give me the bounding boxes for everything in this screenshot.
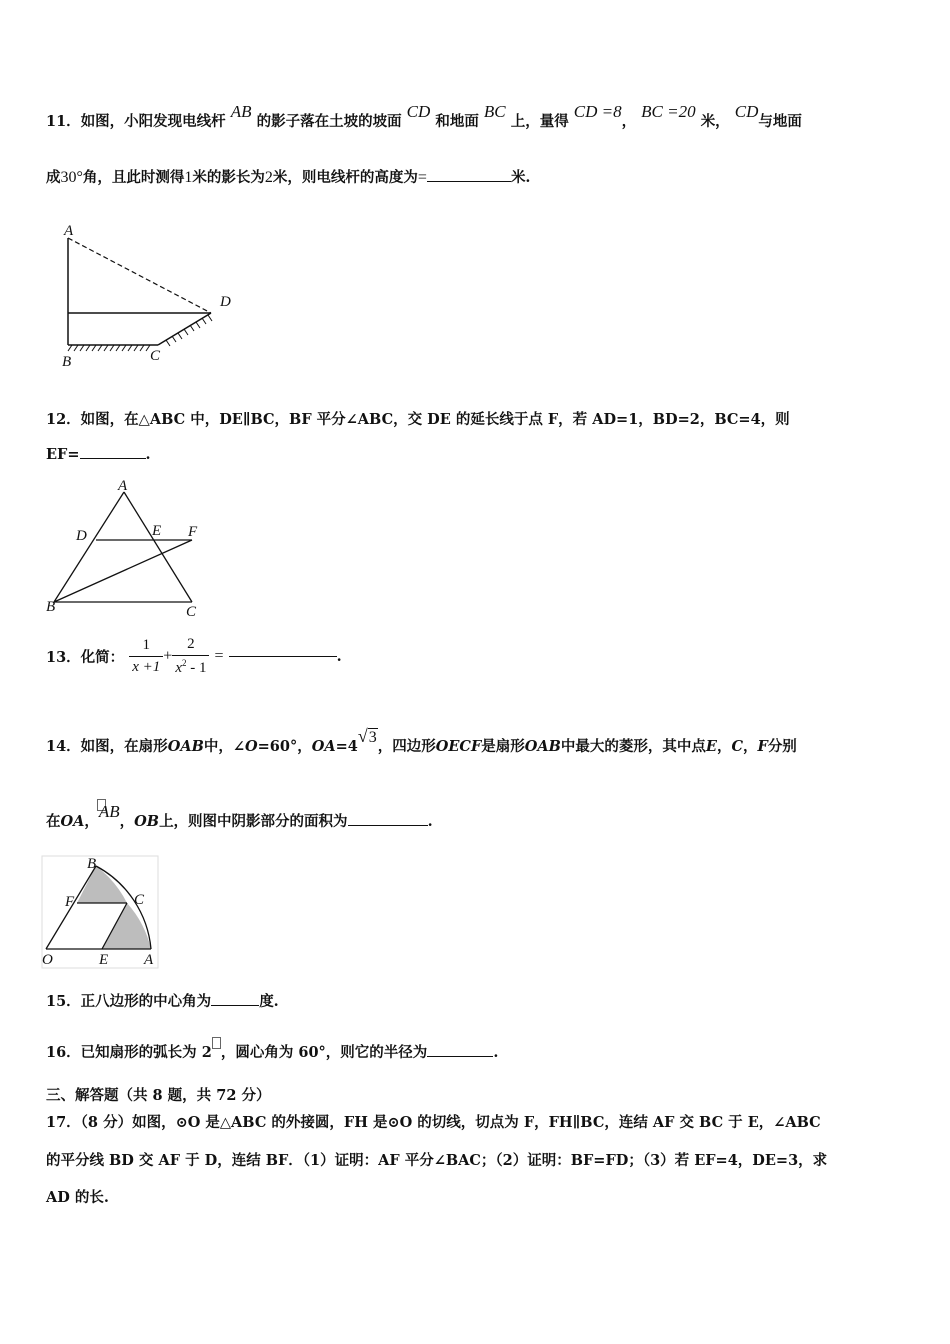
q12-label-E: E	[152, 523, 162, 539]
q11-label-B: B	[62, 354, 72, 370]
q14-label-C: C	[134, 892, 145, 908]
missing-glyph-icon	[212, 1037, 221, 1049]
q13-fraction-1: $\frac{1}{x +1}$	[129, 637, 163, 676]
q15-line: 15．正八边形的中心角为 度.	[46, 993, 279, 1010]
q11-label-C: C	[150, 348, 161, 364]
section-heading: 三、解答题（共 8 题，共 72 分）	[46, 1087, 271, 1104]
q11-line2: 成30°角，且此时测得1米的影长为2米，则电线杆的高度为= 米.	[46, 169, 531, 186]
q12-line2: EF= .	[46, 446, 151, 463]
q12-line1: 12．如图，在△ABC 中，DE∥BC，BF 平分∠ABC，交 DE 的延长线于点 F，若 AD=1，BD=2，BC=4，则	[46, 411, 790, 428]
q17-line3: AD 的长.	[46, 1189, 109, 1206]
q11-label-A: A	[64, 223, 74, 239]
q12-label-C: C	[186, 604, 197, 620]
q14-label-F: F	[65, 894, 75, 910]
q14-label-O: O	[42, 952, 53, 968]
q11-line1: 11．如图，小阳发现电线杆 AB 的影子落在土坡的坡面 CD 和地面 BC 上，量得 CD =8， BC =20 米， CD与地面	[46, 102, 802, 130]
q12-label-F: F	[188, 524, 198, 540]
q17-line2: 的平分线 BD 交 AF 于 D，连结 BF．（1）证明：AF 平分∠BAC；（2）证明：BF=FD；（3）若 EF=4，DE=3，求	[46, 1152, 828, 1169]
q14-figure	[42, 856, 162, 972]
q16-line: 16．已知扇形的弧长为 2 ，圆心角为 60°，则它的半径为 .	[46, 1037, 498, 1062]
q14-line2: 在OA， AB，OB上，则图中阴影部分的面积为 .	[46, 810, 433, 831]
q12-figure	[42, 478, 207, 620]
q13-line: 13．化简： $\frac{1}{x +1}$ + $\frac{2}{x^2 - 1}$ = .	[46, 636, 342, 676]
q14-label-A: A	[144, 952, 154, 968]
q12-label-D: D	[76, 528, 87, 544]
q14-label-E: E	[99, 952, 109, 968]
q14-label-B: B	[87, 856, 97, 872]
q11-figure	[56, 218, 246, 370]
q13-fraction-2: $\frac{2}{x^2 - 1}$	[172, 636, 209, 677]
q14-line1: 14．如图，在扇形OAB中，∠O=60°，OA=4√3，四边形OECF是扇形OAB中最大的菱形，其中点E，C，F分别	[46, 726, 797, 755]
q17-line1: 17．（8 分）如图，⊙O 是△ABC 的外接圆，FH 是⊙O 的切线，切点为 F，FH∥BC，连结 AF 交 BC 于 E，∠ABC	[46, 1114, 821, 1131]
q12-label-B: B	[46, 599, 56, 615]
q12-label-A: A	[118, 478, 128, 494]
q11-label-D: D	[220, 294, 231, 310]
